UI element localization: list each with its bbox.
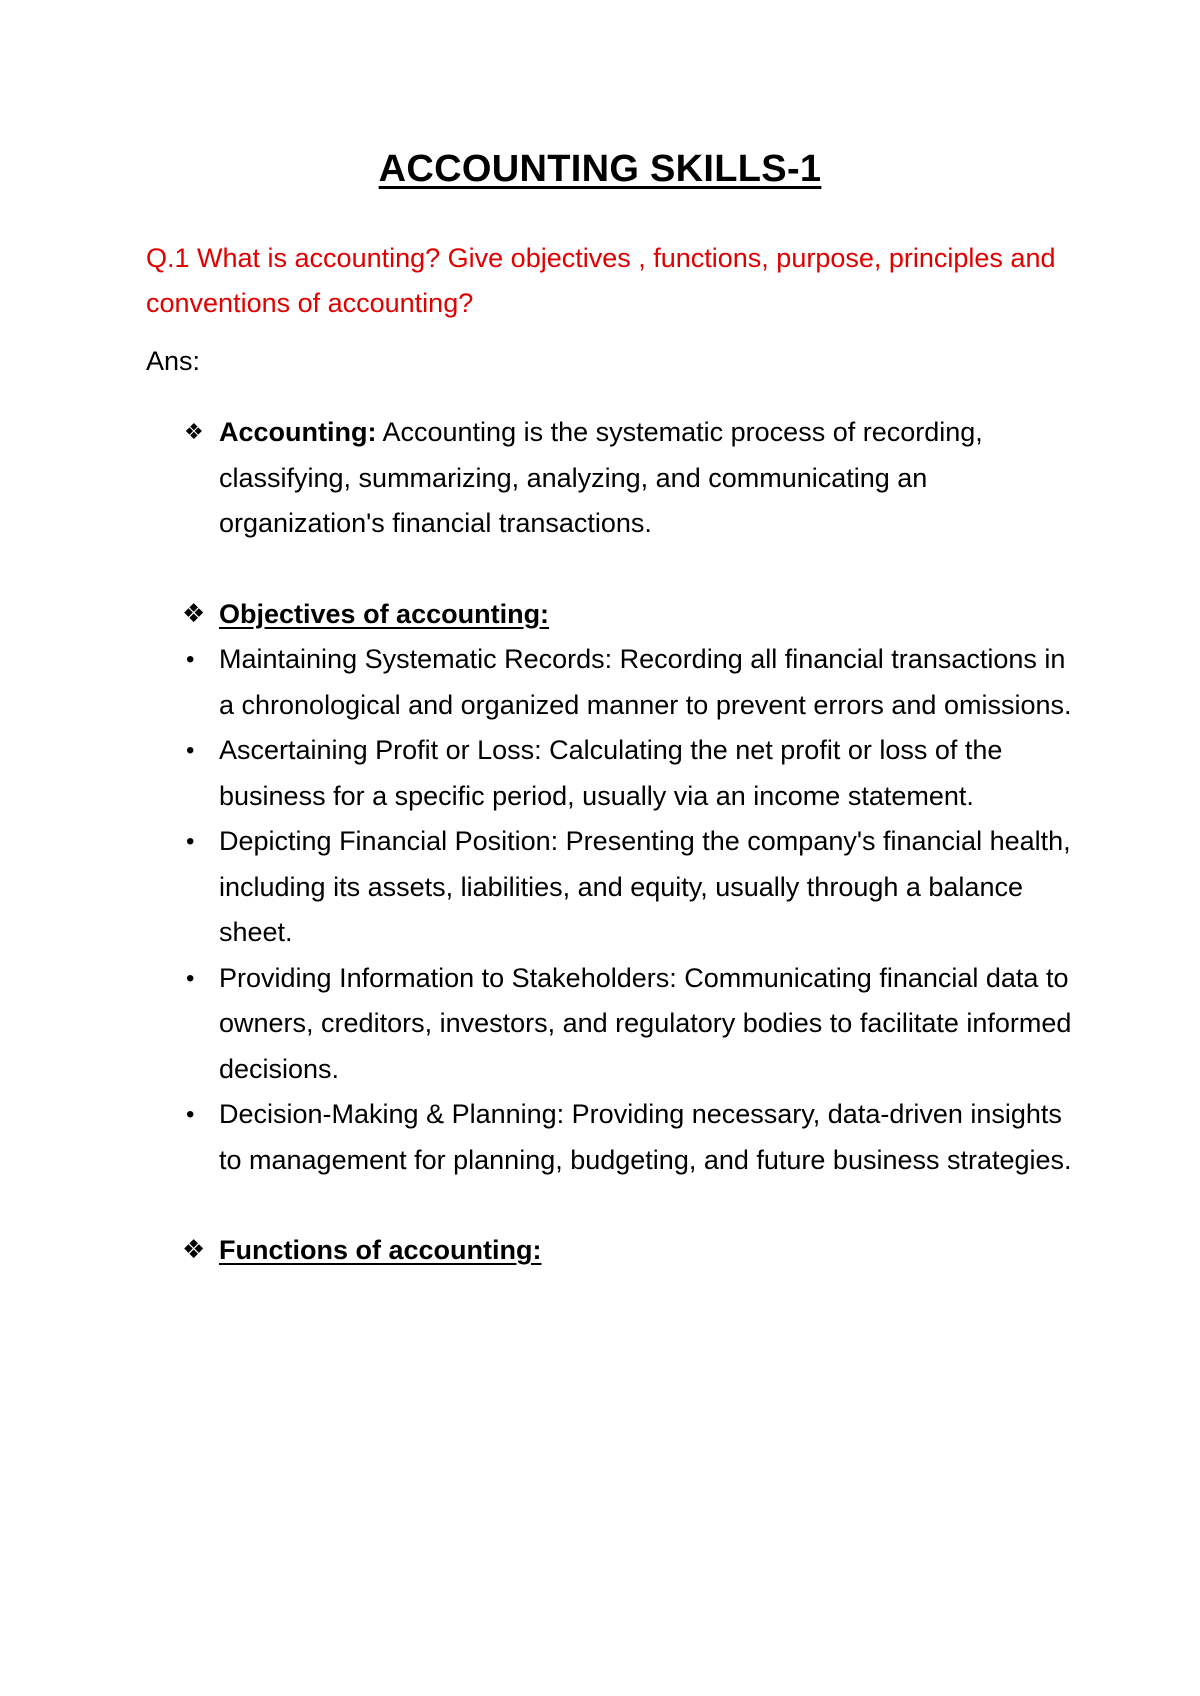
spacer <box>146 1183 1086 1228</box>
objective-text: Ascertaining Profit or Loss: Calculating the net profit or loss of the business for a specific period, usually via an income statement. <box>219 735 1003 811</box>
dot-icon: • <box>186 737 195 764</box>
objectives-heading: Objectives of accounting: <box>219 598 550 629</box>
functions-heading-row <box>146 1228 1086 1274</box>
diamond-outline-icon: ❖ <box>184 420 204 445</box>
list-item <box>146 728 1086 819</box>
diamond-solid-icon: ❖ <box>182 598 206 629</box>
answer-body <box>146 410 1086 1274</box>
definition-item <box>146 410 1086 547</box>
list-item <box>146 637 1086 728</box>
objective-text: Depicting Financial Position: Presenting the company's financial health, including its assets, liabilities, and equity, usually through a balance sheet. <box>219 826 1071 947</box>
objective-text: Providing Information to Stakeholders: Communicating financial data to owners, creditors, investors, and regulatory bodies to facilitate informed decisions. <box>219 962 1072 1084</box>
question-text: Q.1 What is accounting? Give objectives , functions, purpose, principles and conventions of accounting? <box>146 243 1056 318</box>
list-item <box>146 1092 1086 1183</box>
dot-icon: • <box>186 646 195 673</box>
spacer <box>146 547 1086 592</box>
definition-text: Accounting is the systematic process of recording, classifying, summarizing, analyzing, and communicating an organization's financial transactions. <box>219 417 983 538</box>
dot-icon: • <box>186 1101 195 1128</box>
diamond-solid-icon: ❖ <box>182 1235 206 1265</box>
list-item <box>146 956 1086 1093</box>
objective-text: Decision-Making & Planning: Providing necessary, data-driven insights to management for planning, budgeting, and future business strategies. <box>219 1099 1072 1175</box>
objectives-heading-row <box>146 592 1086 638</box>
answer-label: Ans: <box>146 346 201 376</box>
objective-text: Maintaining Systematic Records: Recording all financial transactions in a chronological and organized manner to prevent errors and omissions. <box>219 644 1072 720</box>
dot-icon: • <box>186 964 195 992</box>
page-title: ACCOUNTING SKILLS-1 <box>378 148 822 190</box>
list-item <box>146 819 1086 956</box>
definition-term: Accounting: <box>219 417 377 447</box>
dot-icon: • <box>186 828 195 855</box>
functions-heading: Functions of accounting: <box>219 1235 542 1265</box>
